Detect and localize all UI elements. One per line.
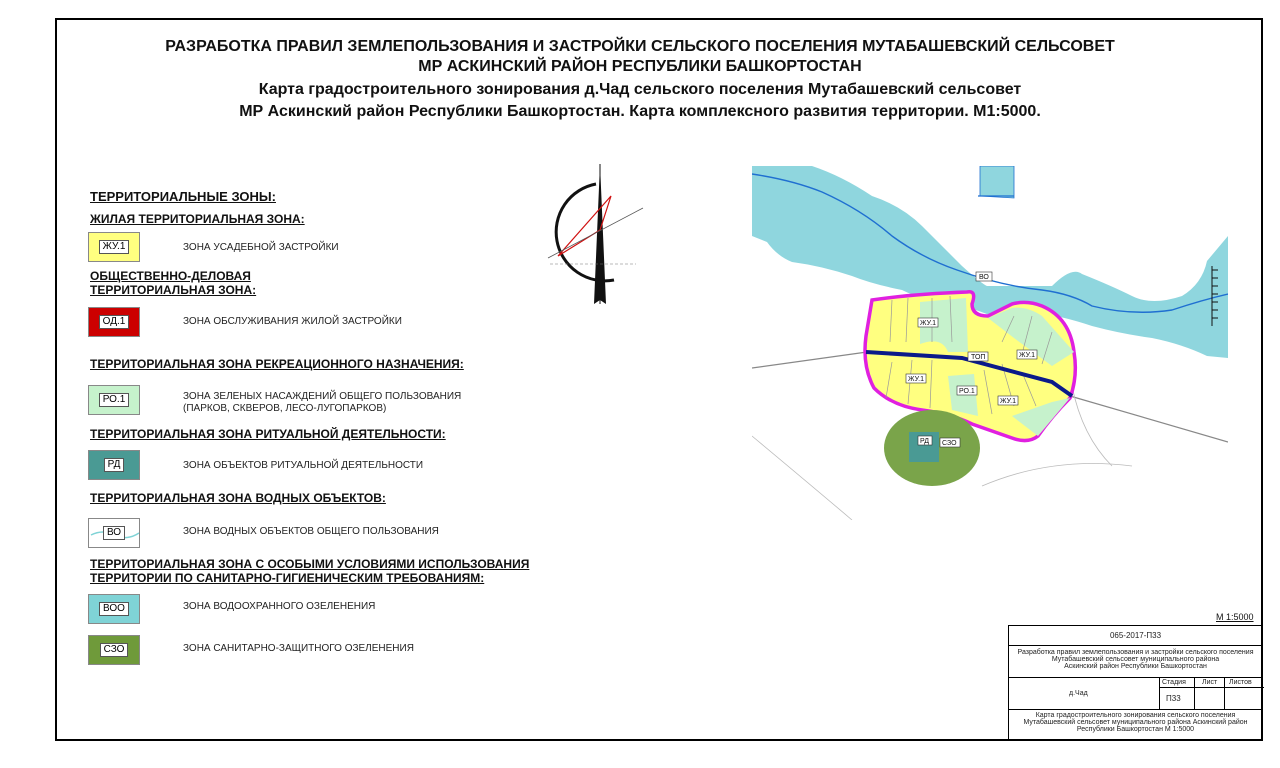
legend-heading-public-2: ТЕРРИТОРИАЛЬНАЯ ЗОНА: (90, 283, 257, 297)
legend-title: ТЕРРИТОРИАЛЬНЫЕ ЗОНЫ: (90, 189, 276, 204)
stamp-footer-3: Республики Башкортостан М 1:5000 (1076, 726, 1195, 733)
map-label-zhu1-b: ЖУ.1 (1019, 352, 1035, 359)
stamp-col-stage: Стадия (1162, 679, 1186, 686)
map-label-rd: РД (920, 438, 929, 445)
stamp-col-sheets: Листов (1229, 679, 1252, 686)
legend-desc-vo: ЗОНА ВОДНЫХ ОБЪЕКТОВ ОБЩЕГО ПОЛЬЗОВАНИЯ (183, 526, 439, 537)
road-east (1070, 396, 1228, 442)
road-west (752, 352, 867, 368)
map-label-top: ТОП (971, 354, 986, 361)
legend-swatch-rd (88, 450, 140, 480)
legend-code-ro1: РО.1 (99, 393, 130, 407)
legend-heading-recreation: ТЕРРИТОРИАЛЬНАЯ ЗОНА РЕКРЕАЦИОННОГО НАЗНАЧЕНИЯ: (90, 357, 464, 371)
legend-code-rd: РД (104, 458, 125, 472)
legend-heading-special-2: ТЕРРИТОРИИ ПО САНИТАРНО-ГИГИЕНИЧЕСКИМ ТРЕБОВАНИЯМ: (90, 571, 485, 585)
stamp-footer-2: Мутабашевский сельсовет муниципального района Аскинский район (1023, 719, 1248, 726)
legend-swatch-voo (88, 594, 140, 624)
water-pond (980, 166, 1014, 198)
map-label-ro1: РО.1 (959, 388, 975, 395)
legend-heading-ritual: ТЕРРИТОРИАЛЬНАЯ ЗОНА РИТУАЛЬНОЙ ДЕЯТЕЛЬНОСТИ: (90, 427, 446, 441)
title-block (1008, 625, 1263, 741)
legend-desc-szo: ЗОНА САНИТАРНО-ЗАЩИТНОГО ОЗЕЛЕНЕНИЯ (183, 643, 414, 654)
zoning-map (752, 166, 1228, 520)
north-arrow-icon (538, 160, 653, 308)
map-label-szo: СЗО (942, 440, 957, 447)
stamp-col-sheet: Лист (1202, 679, 1218, 686)
legend-heading-residential: ЖИЛАЯ ТЕРРИТОРИАЛЬНАЯ ЗОНА: (90, 212, 305, 226)
map-label-zhu1-a: ЖУ.1 (920, 320, 936, 327)
stamp-mid-row (1009, 678, 1262, 710)
legend-code-szo: СЗО (100, 643, 129, 657)
stamp-desc-2: Мутабашевский сельсовет муниципального района (1051, 656, 1220, 663)
title-line-4: МР Аскинский район Республики Башкортостан. Карта комплексного развития территории. М1:5000. (239, 103, 1041, 120)
legend-heading-special-1: ТЕРРИТОРИАЛЬНАЯ ЗОНА С ОСОБЫМИ УСЛОВИЯМИ ИСПОЛЬЗОВАНИЯ (90, 557, 530, 571)
legend-heading-public-1: ОБЩЕСТВЕННО-ДЕЛОВАЯ (90, 269, 251, 283)
legend-swatch-vo (88, 518, 140, 548)
legend-swatch-ro1 (88, 385, 140, 415)
contour-1 (752, 436, 852, 520)
legend-desc-od1: ЗОНА ОБСЛУЖИВАНИЯ ЖИЛОЙ ЗАСТРОЙКИ (183, 316, 402, 327)
stamp-stage-value: П33 (1166, 694, 1181, 703)
legend-desc-ro1-2: (ПАРКОВ, СКВЕРОВ, ЛЕСО-ЛУГОПАРКОВ) (183, 403, 387, 414)
title-line-2: МР АСКИНСКИЙ РАЙОН РЕСПУБЛИКИ БАШКОРТОСТАН (418, 58, 862, 75)
stamp-description (1009, 646, 1262, 678)
legend-swatch-szo (88, 635, 140, 665)
contour-2 (982, 464, 1132, 487)
legend-swatch-od1 (88, 307, 140, 337)
legend-swatch-zhu1 (88, 232, 140, 262)
legend-heading-water: ТЕРРИТОРИАЛЬНАЯ ЗОНА ВОДНЫХ ОБЪЕКТОВ: (90, 491, 386, 505)
stamp-place: д.Чад (1069, 690, 1088, 697)
legend-desc-voo: ЗОНА ВОДООХРАННОГО ОЗЕЛЕНЕНИЯ (183, 601, 376, 612)
legend-desc-zhu1: ЗОНА УСАДЕБНОЙ ЗАСТРОЙКИ (183, 242, 339, 253)
legend-desc-rd: ЗОНА ОБЪЕКТОВ РИТУАЛЬНОЙ ДЕЯТЕЛЬНОСТИ (183, 460, 424, 471)
stamp-footer-1: Карта градостроительного зонирования сельского поселения (1035, 712, 1236, 719)
stamp-footer (1009, 712, 1262, 733)
legend-desc-ro1-1: ЗОНА ЗЕЛЕНЫХ НАСАЖДЕНИЙ ОБЩЕГО ПОЛЬЗОВАНИЯ (183, 391, 462, 402)
title-line-1: РАЗРАБОТКА ПРАВИЛ ЗЕМЛЕПОЛЬЗОВАНИЯ И ЗАСТРОЙКИ СЕЛЬСКОГО ПОСЕЛЕНИЯ МУТАБАШЕВСКИЙ СЕЛЬСОВЕТ (165, 38, 1115, 55)
legend-code-od1: ОД.1 (99, 315, 130, 329)
scale-label: М 1:5000 (1216, 612, 1254, 622)
legend-code-zhu1: ЖУ.1 (99, 240, 130, 254)
map-label-zhu1-d: ЖУ.1 (1000, 398, 1016, 405)
legend-code-vo: ВО (103, 526, 125, 540)
stamp-desc-1: Разработка правил землепользования и застройки сельского поселения (1017, 649, 1254, 656)
map-label-zhu1-c: ЖУ.1 (908, 376, 924, 383)
stamp-desc-3: Аскинский район Республики Башкортостан (1064, 663, 1207, 670)
map-label-vo: ВО (979, 274, 989, 281)
stamp-code: 065-2017-П33 (1009, 626, 1262, 646)
title-line-3: Карта градостроительного зонирования д.Чад сельского поселения Мутабашевский сельсовет (258, 81, 1022, 98)
legend-code-voo: ВОО (99, 602, 129, 616)
